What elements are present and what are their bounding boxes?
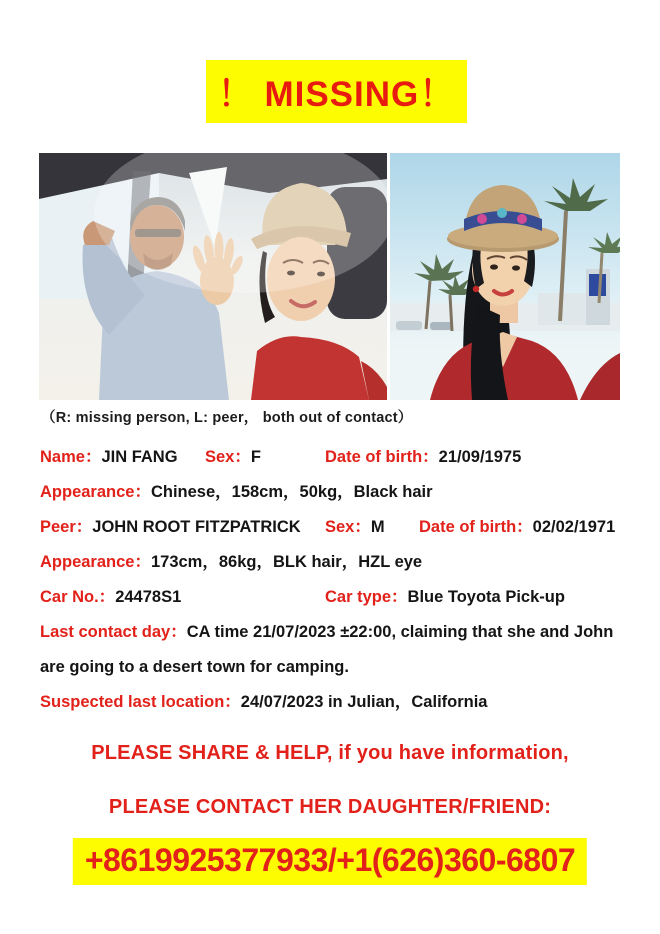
last-location-label: Suspected last location： bbox=[40, 693, 241, 711]
details-section bbox=[40, 440, 628, 720]
appearance-label: Appearance： bbox=[40, 483, 151, 501]
last-contact-label: Last contact day： bbox=[40, 623, 187, 641]
peer-value: JOHN ROOT FITZPATRICK bbox=[92, 518, 301, 536]
last-location-value: 24/07/2023 in Julian，California bbox=[240, 693, 488, 711]
peer-label: Peer： bbox=[40, 518, 93, 536]
row-last-contact bbox=[40, 615, 628, 685]
peer-sex-label: Sex： bbox=[325, 518, 371, 536]
plea-share-help: PLEASE SHARE & HELP, if you have information, bbox=[91, 742, 569, 764]
car-type-value: Blue Toyota Pick-up bbox=[407, 588, 565, 606]
contact-phone-numbers: +8619925377933/+1(626)360-6807 bbox=[73, 838, 587, 885]
photo-caption: （R: missing person, L: peer， both out of contact） bbox=[41, 410, 413, 426]
plea-contact: PLEASE CONTACT HER DAUGHTER/FRIEND: bbox=[108, 796, 552, 818]
row-appearance bbox=[40, 475, 628, 510]
last-contact-value: CA time 21/07/2023 ±22:00, claiming that she and John are going to a desert town for camping. bbox=[40, 623, 614, 676]
peer-appearance-label: Appearance： bbox=[40, 553, 151, 571]
peer-sex-value: M bbox=[370, 518, 385, 536]
peer-dob-label: Date of birth： bbox=[419, 518, 533, 536]
sex-value: F bbox=[250, 448, 261, 466]
sex-label: Sex： bbox=[205, 448, 251, 466]
photo-car-selfie bbox=[39, 153, 387, 400]
row-car bbox=[40, 580, 628, 615]
car-no-label: Car No.： bbox=[40, 588, 116, 606]
peer-dob-value: 02/02/1971 bbox=[532, 518, 616, 536]
missing-banner: ！ MISSING！ bbox=[206, 60, 467, 123]
name-label: Name： bbox=[40, 448, 102, 466]
dob-value: 21/09/1975 bbox=[438, 448, 522, 466]
car-no-value: 24478S1 bbox=[115, 588, 182, 606]
photo-missing-person bbox=[390, 153, 620, 400]
appearance-value: Chinese，158cm，50kg，Black hair bbox=[150, 483, 433, 501]
photo-strip bbox=[39, 153, 620, 400]
name-value: JIN FANG bbox=[101, 448, 178, 466]
row-peer-appearance bbox=[40, 545, 628, 580]
row-peer-sex-dob bbox=[40, 510, 628, 545]
row-name-sex-dob bbox=[40, 440, 628, 475]
dob-label: Date of birth： bbox=[325, 448, 439, 466]
car-type-label: Car type： bbox=[325, 588, 408, 606]
peer-appearance-value: 173cm，86kg，BLK hair，HZL eye bbox=[150, 553, 423, 571]
row-last-location bbox=[40, 685, 628, 720]
